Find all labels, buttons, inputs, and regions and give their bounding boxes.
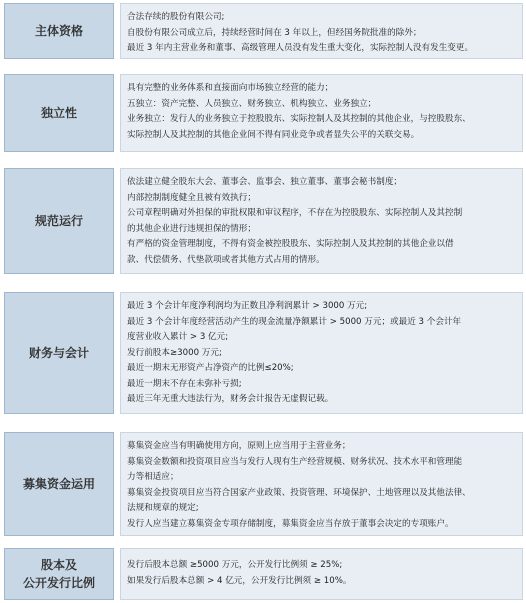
- content-line: 募集资金应当有明确使用方向，原则上应当用于主营业务；: [127, 441, 351, 451]
- row-title-line: 股本及: [40, 558, 77, 572]
- row-label: [4, 548, 114, 600]
- content-line: 依法建立健全股东大会、董事会、监事会、独立董事、董事会秘书制度；: [127, 177, 403, 187]
- content-line: 公司章程明确对外担保的审批权限和审议程序，不存在为控股股东、实际控制人及其控制: [127, 208, 463, 218]
- row-content: [120, 292, 523, 414]
- row-standard-operation: [4, 168, 523, 274]
- content-line: 自股份有限公司成立后，持续经营时间在 3 年以上，但经国务院批准的除外；: [127, 27, 422, 38]
- content-line: 募集资金数额和投资项目应当与发行人现有生产经营规模、财务状况、技术水平和管理能: [127, 456, 463, 467]
- content-line: 发行后股本总额 ≥5000 万元，公开发行比例须 ≥ 25%;: [127, 560, 343, 570]
- row-capital-issuance-ratio: [4, 548, 523, 600]
- row-title-line: 公开发行比例: [22, 576, 95, 590]
- row-content: [120, 3, 523, 59]
- content-line: 法规和规章的规定;: [127, 503, 199, 513]
- row-label: [4, 432, 114, 536]
- row-subject-qualification: [4, 3, 523, 59]
- row-finance-accounting: [4, 292, 523, 414]
- row-label: [4, 292, 114, 414]
- content-line: 如果发行后股本总额 > 4 亿元，公开发行比例须 ≥ 10%。: [127, 575, 352, 586]
- row-title: 募集资金运用: [22, 477, 95, 491]
- content-line: 的其他企业进行违规担保的情形；: [127, 223, 256, 234]
- row-independence: [4, 74, 523, 152]
- content-line: 度营业收入累计 > 3 亿元;: [127, 332, 229, 342]
- row-content: [120, 168, 523, 274]
- content-line: 业务独立：发行人的业务独立于控股股东、实际控制人及其控制的其他企业，与控股股东、: [127, 114, 471, 124]
- row-content: [120, 74, 523, 152]
- row-title: 主体资格: [34, 24, 83, 38]
- content-line: 具有完整的业务体系和直接面向市场独立经营的能力；: [127, 83, 334, 93]
- content-line: 最近 3 个会计年度净利润均为正数且净利润累计 > 3000 万元;: [127, 301, 368, 311]
- row-content: [120, 432, 523, 536]
- content-line: 发行前股本≥3000 万元;: [127, 347, 222, 358]
- content-line: 力等相适应；: [127, 472, 179, 482]
- content-line: 实际控制人及其控制的其他企业间不得有同业竞争或者显失公平的关联交易。: [127, 129, 420, 140]
- content-line: 合法存续的股份有限公司;: [127, 12, 225, 22]
- content-line: 内部控制制度健全且被有效执行；: [127, 192, 256, 203]
- content-line: 最近一期末无形资产占净资产的比例≤20%;: [127, 363, 294, 373]
- row-fundraising-use: [4, 432, 523, 536]
- content-line: 有严格的资金管理制度，不得有资金被控股股东、实际控制人及其控制的其他企业以借: [127, 239, 454, 249]
- row-title: 财务与会计: [28, 346, 89, 360]
- row-title: 独立性: [40, 106, 77, 120]
- content-line: 最近三年无重大违法行为，财务会计报告无虚假记载。: [127, 394, 334, 404]
- row-label: [4, 168, 114, 274]
- content-line: 募集资金投资项目应当符合国家产业政策、投资管理、环境保护、土地管理以及其他法律、: [127, 487, 471, 498]
- row-title: 规范运行: [34, 214, 83, 228]
- row-label: [4, 74, 114, 152]
- content-line: 五独立：资产完整、人员独立、财务独立、机构独立、业务独立；: [127, 98, 377, 109]
- row-label: [4, 3, 114, 59]
- row-content: [120, 548, 523, 600]
- content-line: 最近 3 年内主营业务和董事、高级管理人员没有发生重大变化，实际控制人没有发生变更。: [127, 43, 474, 53]
- content-line: 发行人应当建立募集资金专项存储制度，募集资金应当存放于董事会决定的专项账户。: [127, 518, 454, 529]
- content-line: 最近 3 个会计年度经营活动产生的现金流量净额累计 > 5000 万元；或最近 3 个会计年: [127, 316, 462, 327]
- content-line: 款、代偿债务、代垫款项或者其他方式占用的情形。: [127, 254, 325, 265]
- content-line: 最近一期末不存在未弥补亏损;: [127, 378, 242, 389]
